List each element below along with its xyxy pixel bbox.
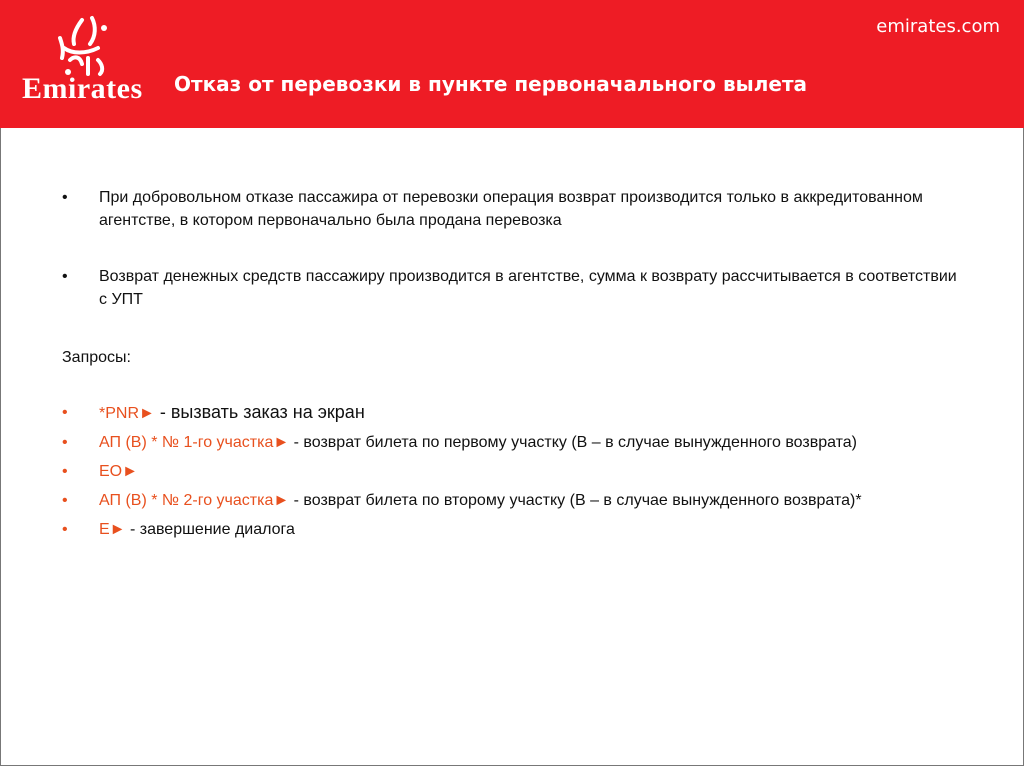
paragraph-bullet (62, 265, 962, 311)
command-description: - завершение диалога (125, 521, 295, 538)
command-description: - возврат билета по первому участку (В – в случае вынужденного возврата) (289, 434, 858, 451)
command-item (62, 431, 962, 454)
bullet-marker: • (62, 189, 68, 206)
command-description: - вызвать заказ на экран (154, 402, 365, 422)
command-item (62, 518, 962, 541)
requests-heading: Запросы: (62, 349, 131, 366)
command-code: *PNR► (99, 405, 155, 422)
emirates-calligraphy-logo-icon (52, 14, 114, 78)
command-code: Е► (99, 521, 126, 538)
bullet-marker: • (62, 434, 68, 451)
bullet-marker: • (62, 492, 68, 509)
command-item (62, 401, 962, 425)
site-url: emirates.com (876, 16, 1000, 37)
command-code: ЕО► (99, 463, 138, 480)
command-code: АП (В) * № 1-го участка► (99, 434, 290, 451)
bullet-marker: • (62, 521, 68, 538)
slide-content (62, 186, 962, 547)
bullet-marker: • (62, 268, 68, 285)
paragraph-text: При добровольном отказе пассажира от перевозки операция возврат производится только в аккредитованном агентстве, в котором первоначально была продана перевозка (99, 189, 923, 229)
command-item (62, 460, 962, 483)
command-description: - возврат билета по второму участку (В – в случае вынужденного возврата)* (289, 492, 862, 509)
command-item (62, 489, 962, 512)
slide-title: Отказ от перевозки в пункте первоначального вылета (174, 72, 808, 96)
paragraph-bullet (62, 186, 962, 232)
bullet-marker: • (62, 463, 68, 480)
paragraph-text: Возврат денежных средств пассажиру производится в агентстве, сумма к возврату рассчитывается в соответствии с УПТ (99, 268, 957, 308)
bullet-marker: • (62, 404, 68, 421)
logo-text: Emirates (22, 72, 143, 105)
command-code: АП (В) * № 2-го участка► (99, 492, 290, 509)
slide-header (0, 0, 1024, 128)
